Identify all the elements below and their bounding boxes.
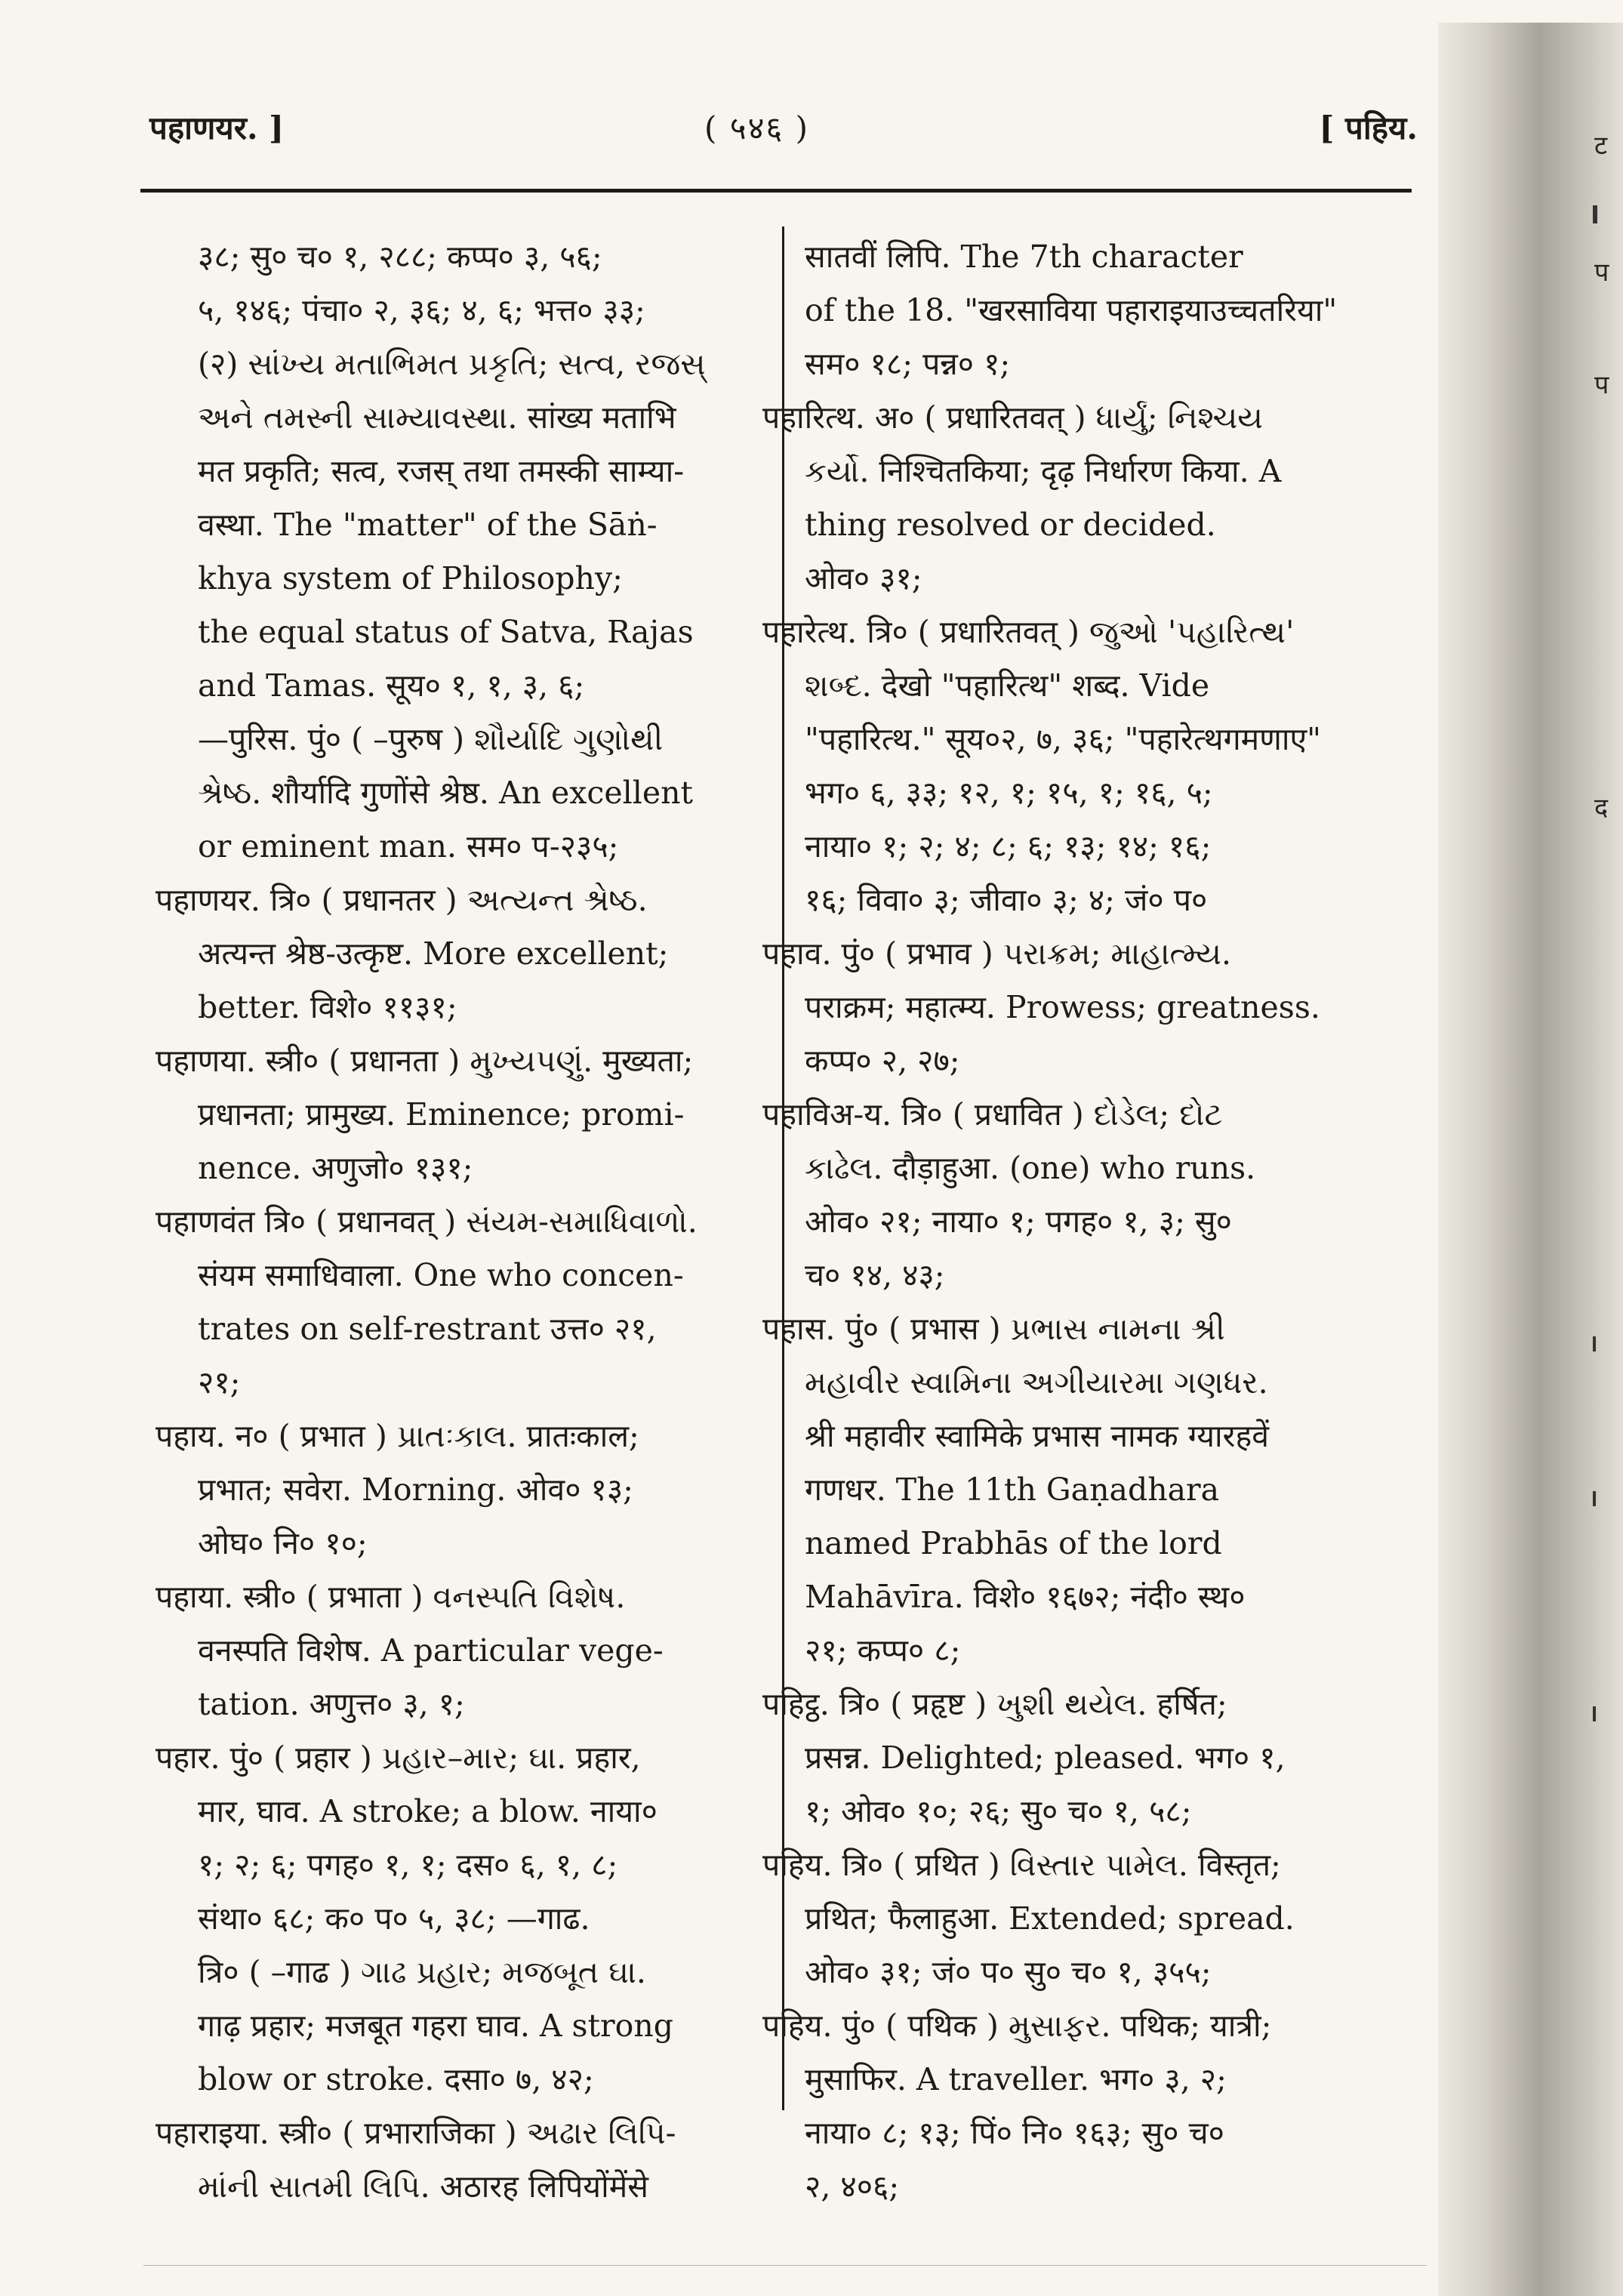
- left-column-line: nence. अणुजो० १३१;: [198, 1150, 473, 1186]
- right-column-line: કાઢેલ. दौड़ाहुआ. (one) who runs.: [805, 1150, 1256, 1186]
- right-column-line: पहिय. पुं० ( पथिक ) મુસાફર. पथिक; यात्री;: [762, 2008, 1272, 2044]
- left-column-line: पहार. पुं० ( प्रहार ) પ્રહાર–માર; ઘા. प्रहार,: [156, 1740, 641, 1776]
- right-column-line: named Prabhās of the lord: [805, 1525, 1222, 1561]
- right-column-line: ओव० ३१;: [805, 560, 922, 596]
- left-column-line: पहाणया. स्त्री० ( प्रधानता ) મુખ્યપણું. मुख्यता;: [156, 1043, 694, 1079]
- left-column-line: ३८; सु० च० १, २८८; कप्प० ३, ५६;: [198, 239, 602, 275]
- header-rule: [140, 189, 1412, 193]
- left-column-line: प्रधानता; प्रामुख्य. Eminence; promi-: [198, 1096, 685, 1133]
- right-column-line: पहिय. त्रि० ( प्रथित ) વિસ્તાર પામેલ. विस्तृत;: [762, 1847, 1281, 1883]
- page-number: ( ५४६ ): [704, 109, 809, 146]
- page-header: [149, 106, 1418, 174]
- left-column-line: संयम समाधिवाला. One who concen-: [198, 1257, 684, 1293]
- right-column-line: श्री महावीर स्वामिके प्रभास नामक ग्यारहवें: [805, 1418, 1270, 1454]
- left-column-line: वस्था. The "matter" of the Sāṅ-: [198, 507, 658, 543]
- margin-mark-1: ट: [1594, 131, 1608, 161]
- left-column-line: better. विशे० ११३१;: [198, 989, 457, 1025]
- right-column-line: पहाविअ-य. त्रि० ( प्रधावित ) દોડેલ; દોટ: [762, 1096, 1223, 1133]
- left-column-line: गाढ़ प्रहार; मजबूत गहरा घाव. A strong: [198, 2008, 673, 2044]
- right-column-line: "पहारित्थ." सूय०२, ७, ३६; "पहारेत्थगमणाए": [805, 721, 1321, 757]
- left-column-line: અને તમસ્ની સામ્યાવસ્થા. सांख्य मताभि: [198, 399, 676, 436]
- right-column-line: प्रथित; फैलाहुआ. Extended; spread.: [805, 1900, 1295, 1937]
- right-column: [762, 230, 1404, 2214]
- left-column-line: or eminent man. सम० प-२३५;: [198, 828, 619, 864]
- right-column-line: भग० ६, ३३; १२, १; १५, १; १६, ५;: [805, 775, 1213, 811]
- left-column-line: प्रभात; सवेरा. Morning. ओव० १३;: [198, 1472, 633, 1508]
- right-column-line: पराक्रम; महात्म्य. Prowess; greatness.: [805, 989, 1320, 1025]
- left-column-line: —पुरिस. पुं० ( –पुरुष ) શૌર્યાદિ ગુણોથી: [198, 721, 664, 757]
- left-column-line: मत प्रकृति; सत्व, रजस् तथा तमस्की साम्या-: [198, 453, 685, 489]
- right-column-line: ओव० ३१; जं० प० सु० च० १, ३५५;: [805, 1954, 1212, 1990]
- right-column-line: २, ४०६;: [805, 2168, 900, 2205]
- left-column-line: त्रि० ( –गाढ ) ગાઢ પ્રહાર; મજબૂત ઘા.: [198, 1954, 646, 1990]
- left-column-line: and Tamas. सूय० १, १, ३, ६;: [198, 667, 585, 704]
- right-column-line: प्रसन्न. Delighted; pleased. भग० १,: [805, 1740, 1286, 1776]
- left-column-line: tation. अणुत्त० ३, १;: [198, 1686, 465, 1722]
- left-column-line: માંની સાતમી લિપિ. अठारह लिपियोंमेंसे: [198, 2168, 648, 2205]
- right-column-line: नाया० ८; १३; पिं० नि० १६३; सु० च०: [805, 2115, 1224, 2151]
- margin-tick-3: [1593, 1491, 1596, 1506]
- left-column-line: blow or stroke. दसा० ७, ४२;: [198, 2061, 594, 2097]
- left-column-line: २१;: [198, 1364, 241, 1401]
- left-column-line: ओघ० नि० १०;: [198, 1525, 368, 1561]
- left-column-line: वनस्पति विशेष. A particular vege-: [198, 1632, 664, 1669]
- right-column-line: મહાવીર સ્વામિના અગીયારમા ગણધર.: [805, 1364, 1268, 1401]
- left-column-line: पहाय. न० ( प्रभात ) પ્રાતઃકાલ. प्रातःकाल;: [156, 1418, 639, 1454]
- margin-mark-3: प: [1594, 370, 1609, 400]
- margin-tick-2: [1593, 1336, 1596, 1351]
- bottom-edge: [143, 2265, 1427, 2266]
- right-column-line: सातवीं लिपि. The 7th character: [805, 239, 1243, 275]
- margin-mark-4: द: [1594, 793, 1609, 823]
- left-column-line: पहाराइया. स्त्री० ( प्रभाराजिका ) અઢાર લિપિ-: [156, 2115, 676, 2151]
- margin-mark-2: प: [1594, 257, 1609, 288]
- right-column-line: of the 18. "खरसाविया पहाराइयाउच्चतरिया": [805, 292, 1338, 328]
- right-column-line: मुसाफिर. A traveller. भग० ३, २;: [805, 2061, 1227, 2097]
- margin-tick-1: [1593, 205, 1597, 223]
- left-column-line: (२) સાંખ્ય મતાભિમત પ્રકૃતિ; સત્વ, રજસ્: [198, 346, 706, 382]
- right-column-line: गणधर. The 11th Gaṇadhara: [805, 1472, 1220, 1508]
- right-column-line: पहारेत्थ. त्रि० ( प्रधारितवत् ) જુઓ 'પહારિત્થ': [762, 614, 1295, 650]
- right-column-line: सम० १८; पन्न० १;: [805, 346, 1011, 382]
- left-column-line: શ્રેષ્ઠ. शौर्यादि गुणोंसे श्रेष्ठ. An excellent: [198, 775, 693, 811]
- right-column-line: पहाव. पुं० ( प्रभाव ) પરાક્રમ; માહાત્મ્ય.: [762, 935, 1231, 972]
- left-column-line: trates on self-restrant उत्त० २१,: [198, 1311, 657, 1347]
- left-column-line: पहाणयर. त्रि० ( प्रधानतर ) અત્યન્ત શ્રેષ્ઠ.: [156, 882, 648, 918]
- right-column-line: पहिट्ठ. त्रि० ( प्रहृष्ट ) ખુશી થયેલ. हर्षित;: [762, 1686, 1227, 1722]
- left-column-line: khya system of Philosophy;: [198, 560, 623, 596]
- left-column-line: संथा० ६८; क० प० ५, ३८; —गाढ.: [198, 1900, 590, 1937]
- page-binding-shadow: [1438, 23, 1623, 2296]
- right-column-line: १६; विवा० ३; जीवा० ३; ४; जं० प०: [805, 882, 1208, 918]
- right-column-line: च० १४, ४३;: [805, 1257, 945, 1293]
- left-column: [156, 230, 759, 2214]
- column-divider: [782, 227, 784, 2110]
- header-left-guideword: पहाणयर. ]: [149, 109, 285, 146]
- right-column-line: કર્યો. निश्चितकिया; दृढ़ निर्धारण किया. A: [805, 453, 1282, 489]
- left-column-line: पहाणवंत त्रि० ( प्रधानवत् ) સંયમ-સમાધિવાળો.: [156, 1203, 698, 1240]
- right-column-line: २१; कप्प० ८;: [805, 1632, 961, 1669]
- right-column-line: ओव० २१; नाया० १; पगह० १, ३; सु०: [805, 1203, 1232, 1240]
- left-column-line: १; २; ६; पगह० १, १; दस० ६, १, ८;: [198, 1847, 618, 1883]
- left-column-line: the equal status of Satva, Rajas: [198, 614, 694, 650]
- right-column-line: શબ્દ. देखो "पहारित्थ" शब्द. Vide: [805, 667, 1210, 704]
- left-column-line: ५, १४६; पंचा० २, ३६; ४, ६; भत्त० ३३;: [198, 292, 645, 328]
- left-column-line: मार, घाव. A stroke; a blow. नाया०: [198, 1793, 658, 1829]
- right-column-line: १; ओव० १०; २६; सु० च० १, ५८;: [805, 1793, 1192, 1829]
- header-right-guideword: [ पहिय.: [1319, 109, 1418, 146]
- right-column-line: कप्प० २, २७;: [805, 1043, 960, 1079]
- right-column-line: पहास. पुं० ( प्रभास ) પ્રભાસ નામના શ્રી: [762, 1311, 1225, 1347]
- right-column-line: Mahāvīra. विशे० १६७२; नंदी० स्थ०: [805, 1579, 1246, 1615]
- left-column-line: पहाया. स्त्री० ( प्रभाता ) વનસ્પતિ વિશેષ.: [156, 1579, 626, 1615]
- right-column-line: नाया० १; २; ४; ८; ६; १३; १४; १६;: [805, 828, 1212, 864]
- right-column-line: पहारित्थ. अ० ( प्रधारितवत् ) ધાર્યું; નિશ્ચય: [762, 399, 1263, 436]
- right-column-line: thing resolved or decided.: [805, 507, 1216, 543]
- left-column-line: अत्यन्त श्रेष्ठ-उत्कृष्ट. More excellent;: [198, 935, 669, 972]
- margin-tick-4: [1593, 1706, 1596, 1721]
